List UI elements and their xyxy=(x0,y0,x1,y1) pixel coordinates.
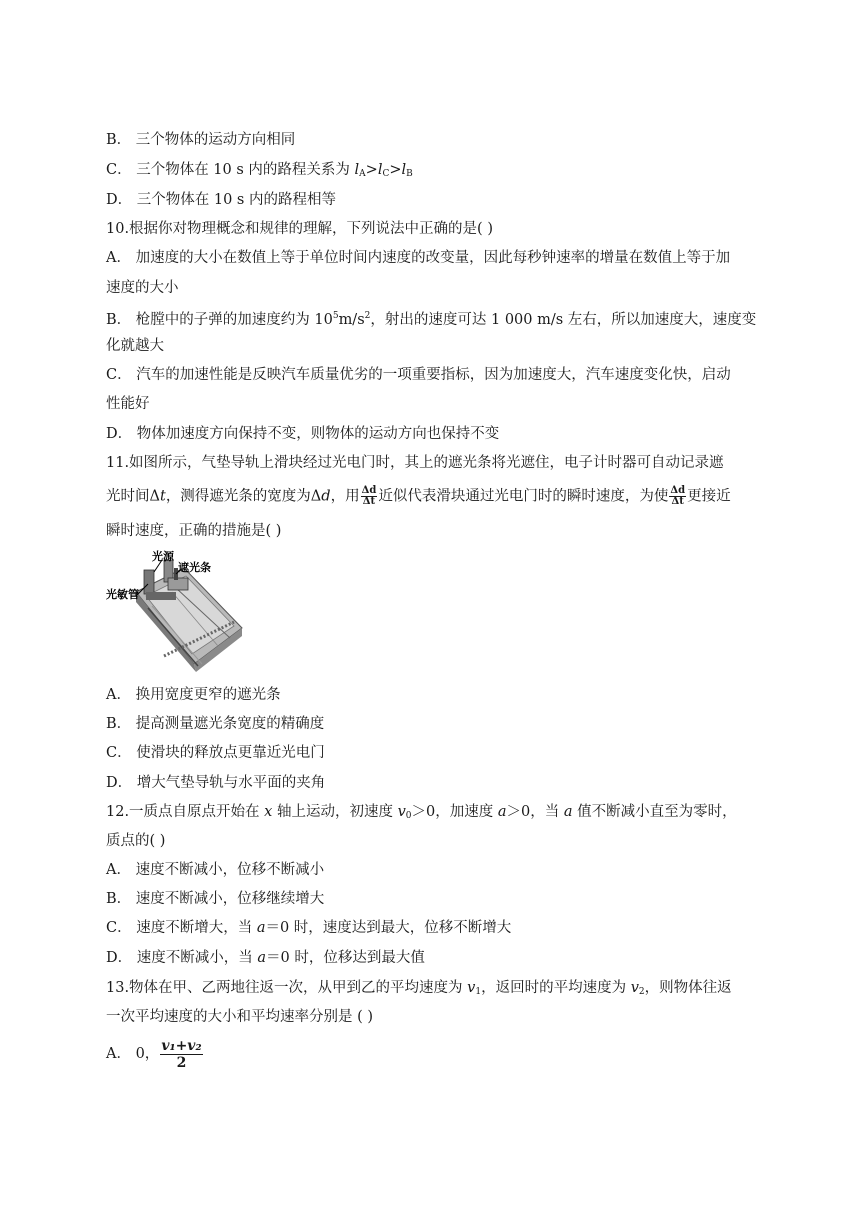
q10-option-c-line1: C． 汽车的加速性能是反映汽车质量优劣的一项重要指标，因为加速度大，汽车速度变化快，启动 xyxy=(106,367,731,383)
label-light-source: 光源 xyxy=(152,550,174,563)
q11-stem-line3: 瞬时速度，正确的措施是( ) xyxy=(106,523,282,539)
average-speed-fraction: $\frac{\text{v₁+v₂}}{2}$ xyxy=(161,1037,202,1071)
q9-option-b: B． 三个物体的运动方向相同 xyxy=(106,132,296,148)
q9-option-c: C． 三个物体在 10 s 内的路程关系为 $l_A>l_C>l_B$ xyxy=(106,162,413,179)
q11-option-b: B． 提高测量遮光条宽度的精确度 xyxy=(106,716,325,732)
q11-option-d: D． 增大气垫导轨与水平面的夹角 xyxy=(106,775,326,791)
q11-option-c: C． 使滑块的释放点更靠近光电门 xyxy=(106,745,325,761)
q12-stem-line2: 质点的( ) xyxy=(106,833,166,849)
delta-d-over-delta-t-fraction: $\frac{\Delta d}{\Delta t}$ xyxy=(361,485,377,507)
label-shading-strip: 遮光条 xyxy=(178,561,211,574)
q12-stem-line1: 12.一质点自原点开始在 x 轴上运动，初速度 $v_0>0$，加速度 a＞0，当 a 值不断减小直至为零时， xyxy=(106,804,737,821)
q9-option-d: D． 三个物体在 10 s 内的路程相等 xyxy=(106,192,336,208)
air-track-photo xyxy=(106,548,246,672)
delta-d-over-delta-t-fraction-2: $\frac{\Delta d}{\Delta t}$ xyxy=(670,485,686,507)
q12-option-b: B． 速度不断减小，位移继续增大 xyxy=(106,891,325,907)
q10-option-c-line2: 性能好 xyxy=(106,396,150,412)
label-photosensor: 光敏管 xyxy=(106,588,139,601)
q10-stem: 10.根据你对物理概念和规律的理解，下列说法中正确的是( ) xyxy=(106,221,493,237)
q11-option-a: A． 换用宽度更窄的遮光条 xyxy=(106,687,281,703)
q12-option-d: D． 速度不断减小，当 a＝0 时，位移达到最大值 xyxy=(106,950,425,966)
q13-stem-line2: 一次平均速度的大小和平均速率分别是 ( ) xyxy=(106,1009,374,1025)
q10-option-a-line1: A． 加速度的大小在数值上等于单位时间内速度的改变量，因此每秒钟速率的增量在数值上等于加 xyxy=(106,250,731,266)
q10-option-d: D． 物体加速度方向保持不变，则物体的运动方向也保持不变 xyxy=(106,426,500,442)
q12-option-a: A． 速度不断减小，位移不断减小 xyxy=(106,862,325,878)
q11-stem-line2: 光时间Δt，测得遮光条的宽度为Δd，用 $\frac{\Delta d}{\Delta t}$ 近似代表滑块通过光电门时的瞬时速度，为使 $\frac{\Delta d}{\Delta t}$ 更接近 xyxy=(106,485,731,507)
q12-option-c: C． 速度不断增大，当 a＝0 时，速度达到最大，位移不断增大 xyxy=(106,920,512,936)
q10-option-a-line2: 速度的大小 xyxy=(106,280,179,296)
q13-option-a: A． 0， $\frac{\text{v₁+v₂}}{2}$ xyxy=(106,1037,202,1071)
q10-option-b-line2: 化就越大 xyxy=(106,338,164,354)
q13-stem-line1: 13.物体在甲、乙两地往返一次，从甲到乙的平均速度为 $v_1$，返回时的平均速度为 $v_2$，则物体往返 xyxy=(106,980,732,997)
q11-stem-line1: 11.如图所示，气垫导轨上滑块经过光电门时，其上的遮光条将光遮住，电子计时器可自动记录遮 xyxy=(106,455,724,471)
q10-option-b-line1: B． 枪膛中的子弹的加速度约为 $10^5m/s^2$，射出的速度可达 1 000 m/s 左右，所以加速度大，速度变 xyxy=(106,311,757,328)
